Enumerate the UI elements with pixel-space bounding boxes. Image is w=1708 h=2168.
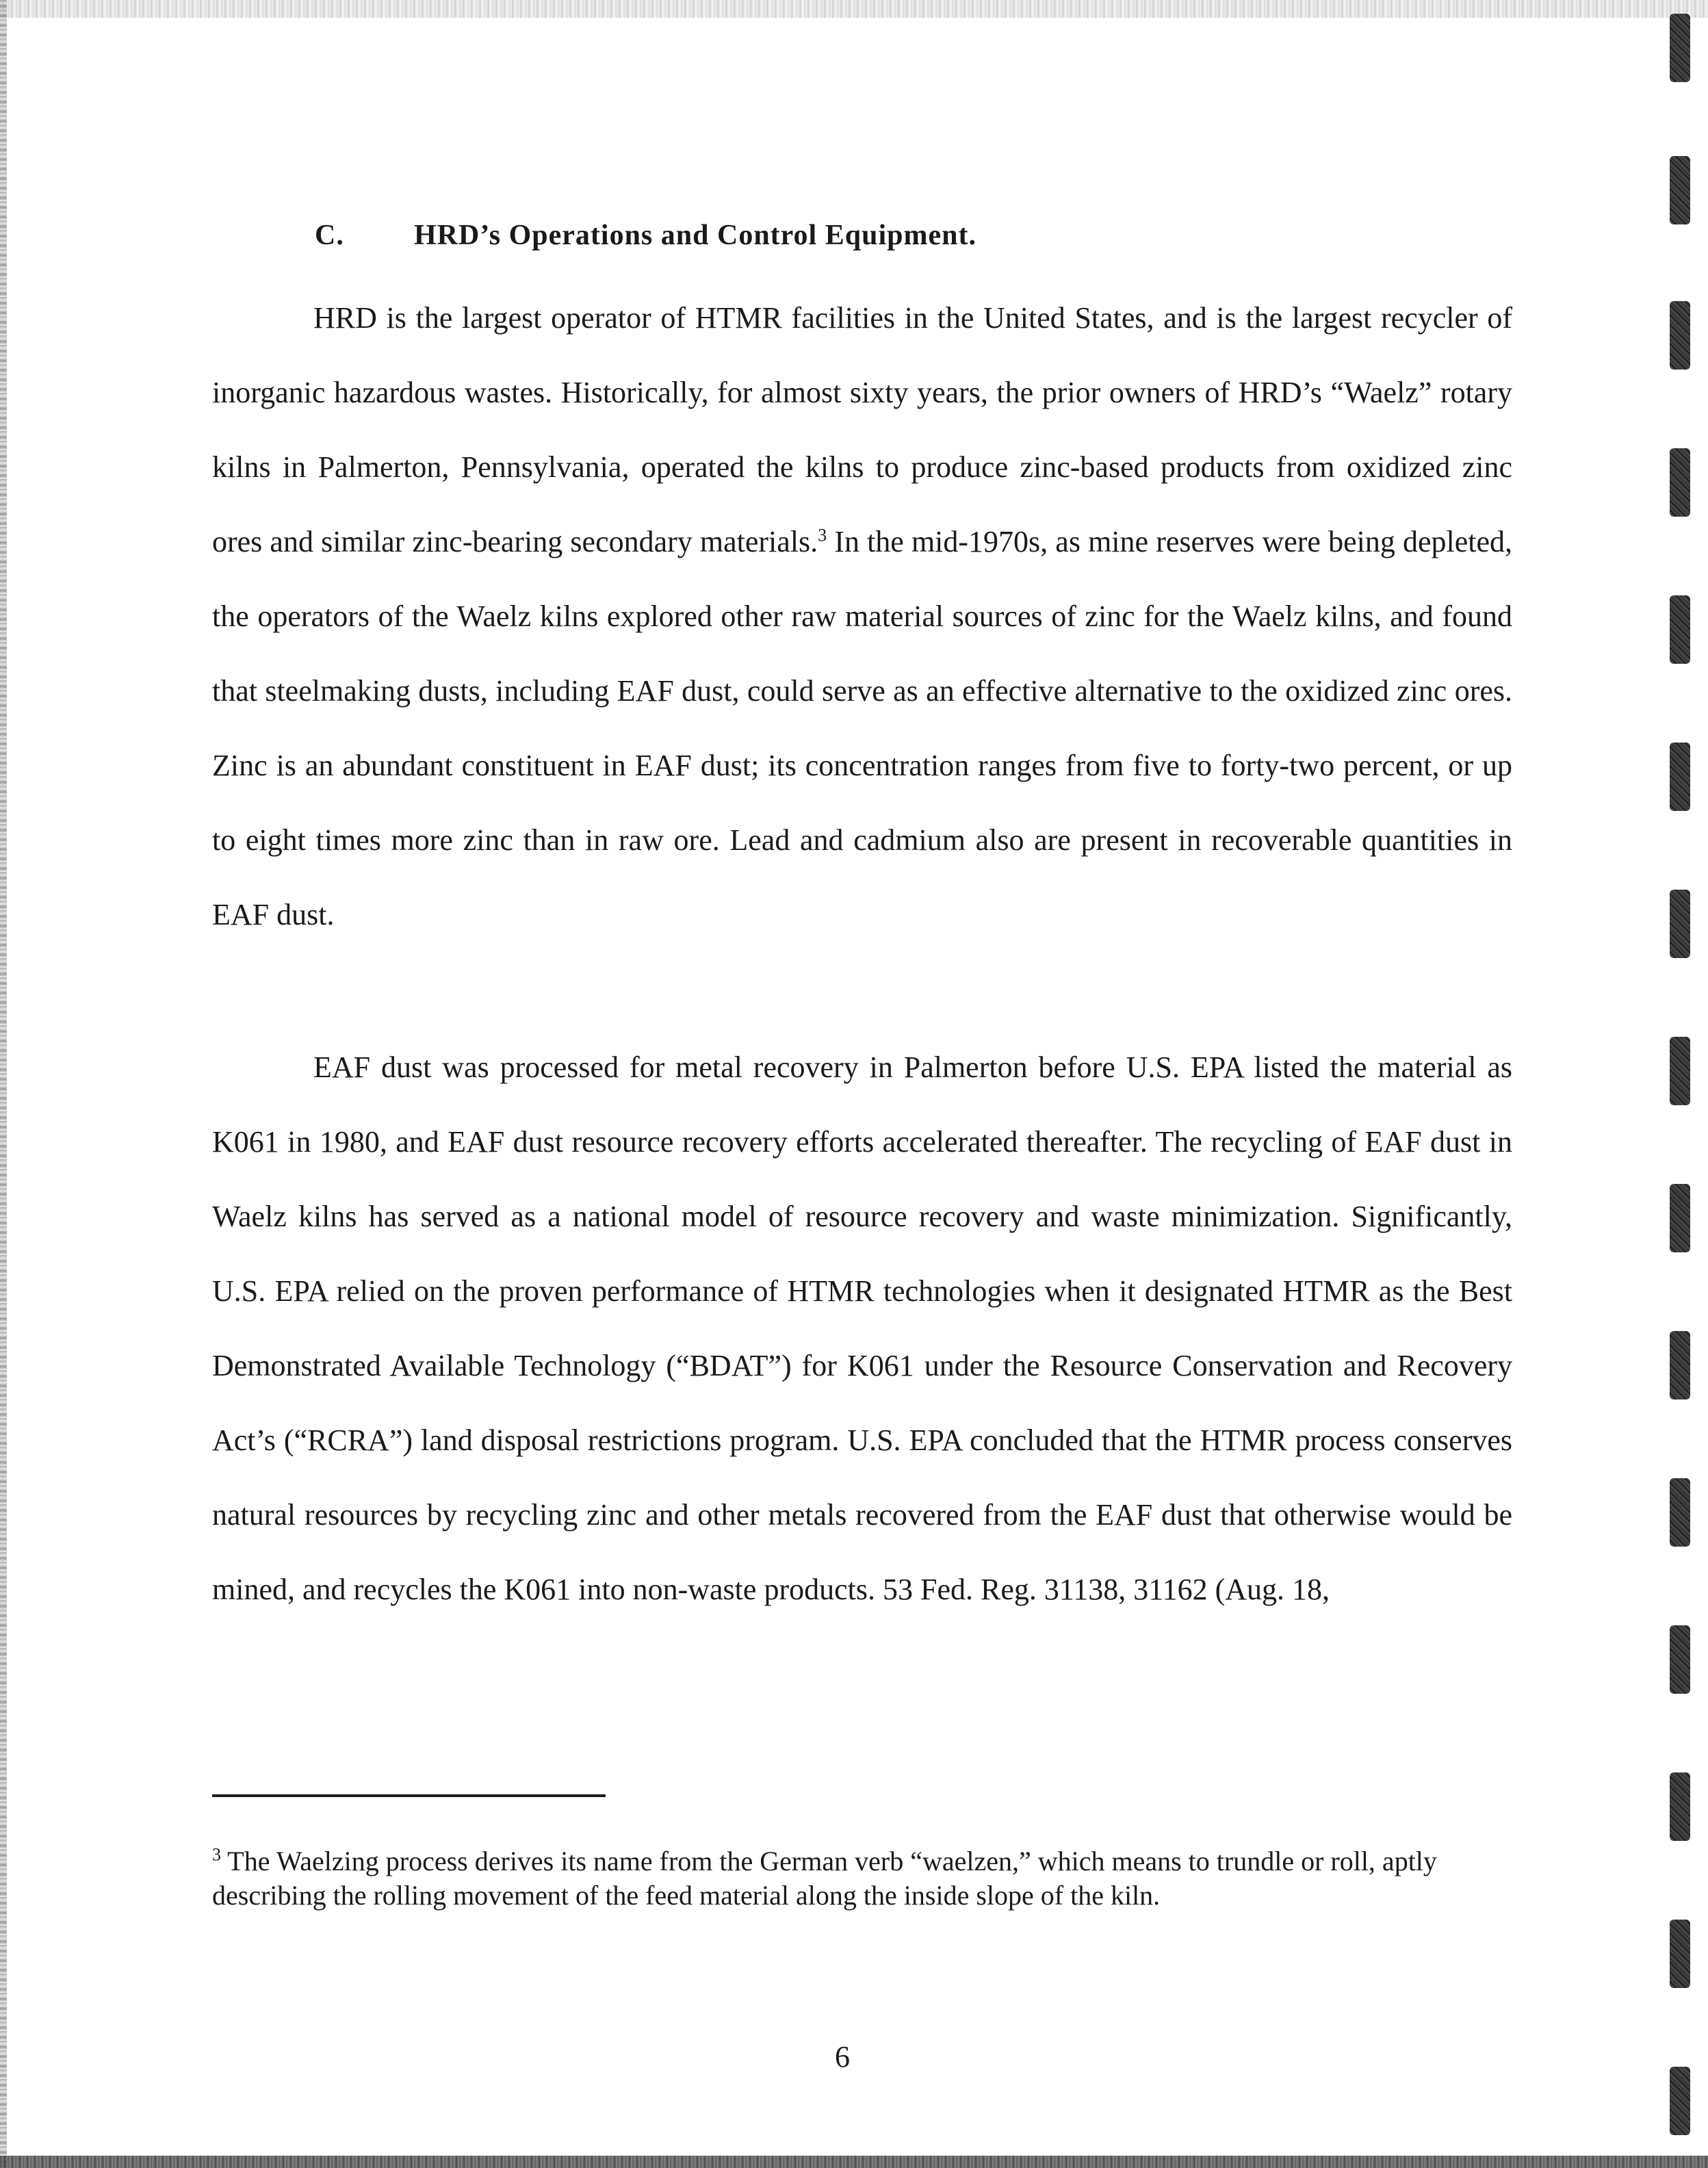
- punch-mark: [1670, 1184, 1690, 1252]
- punch-mark: [1670, 1625, 1690, 1694]
- section-label: C.: [315, 220, 344, 251]
- punch-mark: [1670, 301, 1690, 370]
- footnote-divider: [212, 1794, 606, 1797]
- punch-mark: [1670, 1920, 1690, 1988]
- paragraph-text: In the mid-1970s, as mine reserves were being depleted, the operators of the Waelz kilns explored other raw material sources of zinc for the Waelz kilns, and found that steelmaking dusts, including EAF dust, could serve as an effective alternative to the oxidized zinc ores. Zinc is an abundant constituent in EAF dust; its concentration ranges from five to forty-two percent, or up to eight times more zinc than in raw ore. Lead and cadmium also are present in recoverable quantities in EAF dust.: [212, 525, 1512, 931]
- footnote-reference[interactable]: 3: [818, 525, 827, 545]
- punch-mark: [1670, 2067, 1690, 2135]
- punch-mark: [1670, 14, 1690, 82]
- binding-punch-marks: [1670, 0, 1697, 2168]
- scan-edge-top: [0, 0, 1708, 18]
- body-paragraph: [212, 281, 1512, 952]
- punch-mark: [1670, 1772, 1690, 1841]
- scan-edge-bottom: [0, 2156, 1708, 2168]
- punch-mark: [1670, 890, 1690, 958]
- punch-mark: [1670, 595, 1690, 664]
- punch-mark: [1670, 448, 1690, 517]
- punch-mark: [1670, 743, 1690, 811]
- paragraph-text: HRD is the largest operator of HTMR facilities in the United States, and is the largest recycler of inorganic hazardous wastes. Historically, for almost sixty years, the prior owners of HRD’s “Waelz” rotary kilns in Palmerton, Pennsylvania, operated the kilns to produce zinc-based products from oxidized zinc ores and similar zinc-bearing secondary materials.: [212, 301, 1512, 558]
- punch-mark: [1670, 1037, 1690, 1105]
- section-title: HRD’s Operations and Control Equipment.: [414, 220, 976, 251]
- footnote: [212, 1844, 1444, 1913]
- body-paragraph: [212, 1030, 1512, 1627]
- footnote-text: The Waelzing process derives its name from the German verb “waelzen,” which means to trundle or roll, aptly describing the rolling movement of the feed material along the inside slope of the kiln.: [212, 1846, 1437, 1911]
- punch-mark: [1670, 1478, 1690, 1547]
- section-heading: [315, 219, 976, 252]
- page-number: 6: [835, 2040, 850, 2074]
- footnote-marker: 3: [212, 1844, 221, 1865]
- scan-edge-left: [0, 0, 7, 2168]
- punch-mark: [1670, 156, 1690, 224]
- paragraph-text: EAF dust was processed for metal recovery in Palmerton before U.S. EPA listed the material as K061 in 1980, and EAF dust resource recovery efforts accelerated thereafter. The recycling of EAF dust in Waelz kilns has served as a national model of resource recovery and waste minimization. Significantly, U.S. EPA relied on the proven performance of HTMR technologies when it designated HTMR as the Best Demonstrated Available Technology (“BDAT”) for K061 under the Resource Conservation and Recovery Act’s (“RCRA”) land disposal restrictions program. U.S. EPA concluded that the HTMR process conserves natural resources by recycling zinc and other metals recovered from the EAF dust that otherwise would be mined, and recycles the K061 into non-waste products. 53 Fed. Reg. 31138, 31162 (Aug. 18,: [212, 1050, 1512, 1606]
- punch-mark: [1670, 1331, 1690, 1399]
